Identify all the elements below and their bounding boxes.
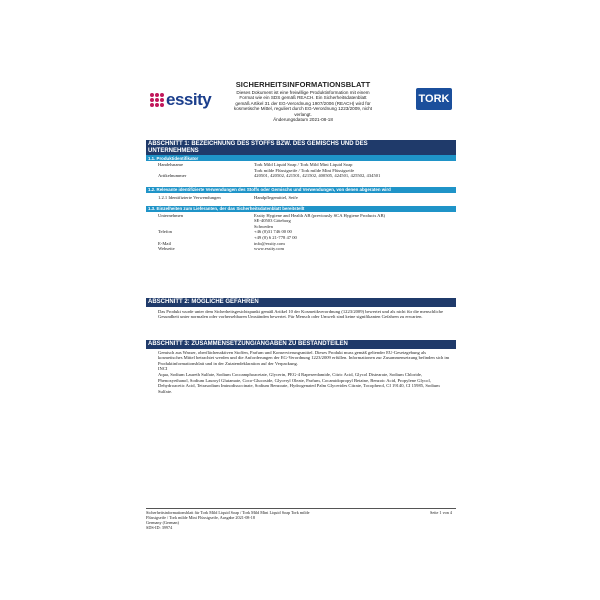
- table-row: Telefon +46 (0)31 746 00 00: [158, 229, 292, 235]
- section-1-title: ABSCHNITT 1: BEZEICHNUNG DES STOFFS BZW. DES GEMISCHS UND DES UNTERNEHMENS: [146, 140, 456, 155]
- table-row: +49 (0) 6 21-778 47 00: [254, 234, 297, 240]
- inci-label: INCI: [158, 366, 168, 372]
- section-3-title: ABSCHNITT 3: ZUSAMMENSETZUNG/ANGABEN ZU BESTANDTEILEN: [146, 340, 456, 349]
- table-row: Unternehmen Essity Hygiene and Health AB (previously SCA Hygiene Products AB): [158, 212, 386, 218]
- subsection-1-2: 1.2. Relevante identifizierte Verwendungen des Stoffs oder Gemischs und Verwendungen, von denen abgeraten wird: [146, 187, 456, 193]
- subsection-1-1: 1.1. Produktidentifikator: [146, 155, 456, 161]
- table-row: Webseite www.essity.com: [158, 246, 285, 252]
- subtitle-line: Dieses Dokument ist eine freiwillige Produktinformation mit einem: [236, 90, 370, 95]
- section-3: [146, 340, 456, 394]
- essity-logo-text: essity: [166, 90, 212, 109]
- subtitle-line: Format wie ein SDS gemäß REACH. Ein Sicherheitsdatenblatt: [239, 95, 367, 101]
- document-title: SICHERHEITSINFORMATIONSBLATT: [235, 80, 371, 89]
- subsection-1-3: 1.3. Einzelheiten zum Lieferanten, der das Sicherheitsdatenblatt bereitstellt: [146, 206, 456, 212]
- section-1: [146, 140, 456, 252]
- table-row: Tork milde Flüssigseife / Tork milde Mini Flüssigseife: [254, 167, 355, 173]
- header-text: [218, 80, 388, 122]
- table-row: 1.2.1 Identifizierte Verwendungen Handpflegemittel, Seife: [158, 194, 298, 200]
- table-row: Handelsname Tork Mild Liquid Soap / Tork Mild Mini Liquid Soap: [158, 162, 353, 168]
- section-2-title: ABSCHNITT 2: MÖGLICHE GEFAHREN: [146, 298, 456, 307]
- page-number: Seite 1 von 4: [430, 510, 452, 515]
- essity-dots-icon: [150, 93, 164, 107]
- document-subtitle: [218, 90, 388, 122]
- subtitle-line: verlangt.: [294, 111, 312, 117]
- table-row: SE-40503 Göteborg: [254, 218, 291, 224]
- table-row: E-Mail info@essity.com: [158, 240, 285, 246]
- footer-info: Sicherheitsinformationsblatt für Tork Mild Liquid Soap / Tork Mild Mini Liquid Soap Tork milde Flüssigseife / Tork milde Mini Flüssigseife, Ausgabe 2021-08-18 Germany (German) SDS-ID: 39974: [146, 510, 310, 530]
- section-2: [146, 298, 456, 320]
- subtitle-line: gemäß Artikel 31 der EG-Verordnung 1907/2006 (REACH) wird für: [235, 100, 371, 106]
- subtitle-line: kosmetische Mittel, reguliert durch EG-Verordnung 1223/2009, nicht: [233, 106, 373, 112]
- section-3-text: Gemisch aus Wasser, oberflächenaktiven Stoffen, Parfum und Konservierungsmittel. Dieses Produkt muss gemäß geltender EU-Gesetzgebung als kosmetisches Mittel betrachtet werden und die Anforderungen der EG-Verordnung 1223/2009 erfüllen. Informationen zur Zusammensetzung befinden sich im Produktinformationsblatt und in der Zutatendeklaration auf der Verpackung.: [158, 349, 450, 366]
- table-row: Schweden: [254, 223, 273, 229]
- revision-date: Änderungsdatum 2021-08-18: [273, 117, 333, 123]
- table-row: Artikelnummer 420501, 420502, 421501, 421502, 400505, 424501, 425502, 434501: [158, 173, 381, 179]
- document-page: [146, 78, 456, 530]
- tork-logo: TORK: [416, 88, 452, 110]
- section-2-text: Das Produkt wurde unter dem Sicherheitsgesichtspunkt gemäß Artikel 10 der Kosmetikverordnung (1223/2009) bewertet und als nicht für die menschliche Gesundheit unter normalen oder vorhersehbaren Umständen bewertet. Für Mensch oder Umwelt sind keine signifikanten Gefahren zu erwarten.: [158, 308, 444, 320]
- document-header: [146, 78, 456, 138]
- inci-list: Aqua, Sodium Laureth Sulfate, Sodium Cocoamphoacetate, Glycerin, PEG-4 Rapeseedamide, Citric Acid, Glycol Distearate, Sodium Chloride, Phenoxyethanol, Sodium Lauroyl Glutamate, Coco-Glucoside, Glyceryl Oleate, Parfum, Cocamidopropyl Betaine, Benzoic Acid, Propylene Glycol, Dehydroacetic Acid, Tetrasodium Iminodisuccinate, Sodium Benzoate, Hydrogenated Palm Glycerides Citrate, Tocopherol, CI 19140, CI 15985, Sodium Sulfate.: [158, 371, 440, 394]
- document-footer: [146, 508, 456, 530]
- essity-logo: [150, 90, 211, 110]
